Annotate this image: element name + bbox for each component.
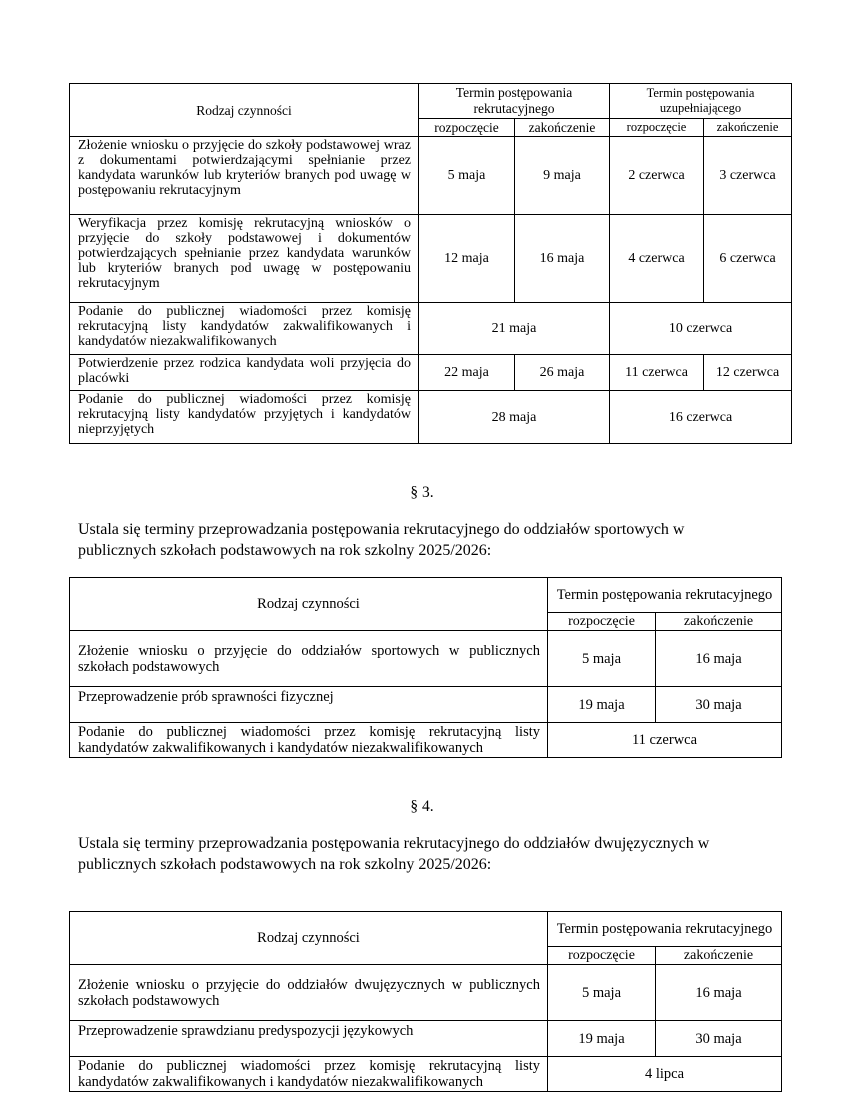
- table-row: [70, 631, 782, 687]
- header-supplementary-term: Termin postępowania uzupełniającego: [610, 84, 792, 119]
- intro-line: Ustala się terminy przeprowadzania postępowania rekrutacyjnego do oddziałów sportowych w: [78, 521, 685, 538]
- header-main-term: Termin postępowania rekrutacyjnego: [419, 84, 610, 119]
- date-cell: 4 lipca: [548, 1057, 782, 1092]
- activity-cell: Złożenie wniosku o przyjęcie do szkoły podstawowej wraz z dokumentami potwierdzającymi spełnianie przez kandydata warunków lub kryteriów branych pod uwagę w postępowaniu rekrutacyjnym: [70, 137, 419, 215]
- table-row: [70, 303, 792, 355]
- header-start: rozpoczęcie: [548, 947, 656, 965]
- activity-cell: Podanie do publicznej wiadomości przez komisję rekrutacyjną listy kandydatów zakwalifikowanych i kandydatów niezakwalifikowanych: [70, 303, 419, 355]
- header-activity: Rodzaj czynności: [70, 578, 548, 631]
- date-cell: 5 maja: [419, 137, 515, 215]
- activity-cell: Potwierdzenie przez rodzica kandydata woli przyjęcia do placówki: [70, 355, 419, 391]
- date-cell: 2 czerwca: [610, 137, 704, 215]
- date-cell: 19 maja: [548, 687, 656, 723]
- date-cell: 11 czerwca: [548, 723, 782, 758]
- header-main-term: Termin postępowania rekrutacyjnego: [548, 912, 782, 947]
- section-heading: § 3.: [410, 484, 434, 501]
- header-activity: Rodzaj czynności: [70, 84, 419, 137]
- date-cell: 11 czerwca: [610, 355, 704, 391]
- date-cell: 12 maja: [419, 215, 515, 303]
- header-end: zakończenie: [656, 613, 782, 631]
- table-row: [70, 723, 782, 758]
- schedule-table-primary: [69, 83, 792, 444]
- date-cell: 3 czerwca: [704, 137, 792, 215]
- table-row: [70, 215, 792, 303]
- intro-line: publicznych szkołach podstawowych na rok szkolny 2025/2026:: [78, 542, 492, 559]
- activity-cell: Podanie do publicznej wiadomości przez komisję rekrutacyjną listy kandydatów zakwalifikowanych i kandydatów niezakwalifikowanych: [70, 1057, 548, 1092]
- header-start: rozpoczęcie: [548, 613, 656, 631]
- table-row: [70, 965, 782, 1021]
- activity-cell: Przeprowadzenie prób sprawności fizycznej: [70, 687, 548, 723]
- table-row: [70, 1057, 782, 1092]
- table-row: [70, 1021, 782, 1057]
- date-cell: 16 maja: [515, 215, 610, 303]
- section-intro: [78, 519, 778, 561]
- activity-cell: Przeprowadzenie sprawdzianu predyspozycji językowych: [70, 1021, 548, 1057]
- section-intro: [78, 833, 778, 875]
- date-cell: 10 czerwca: [610, 303, 792, 355]
- date-cell: 5 maja: [548, 965, 656, 1021]
- date-cell: 22 maja: [419, 355, 515, 391]
- activity-cell: Weryfikacja przez komisję rekrutacyjną wniosków o przyjęcie do szkoły podstawowej i dokumentów potwierdzających spełnianie przez kandydata warunków lub kryteriów branych pod uwagę w postępowaniu rekrutacyjnym: [70, 215, 419, 303]
- schedule-table-bilingual: [69, 911, 782, 1092]
- table-row: [70, 355, 792, 391]
- date-cell: 30 maja: [656, 1021, 782, 1057]
- date-cell: 4 czerwca: [610, 215, 704, 303]
- date-cell: 9 maja: [515, 137, 610, 215]
- activity-cell: Podanie do publicznej wiadomości przez komisję rekrutacyjną listy kandydatów zakwalifikowanych i kandydatów niezakwalifikowanych: [70, 723, 548, 758]
- activity-cell: Złożenie wniosku o przyjęcie do oddziałów sportowych w publicznych szkołach podstawowych: [70, 631, 548, 687]
- header-main-end: zakończenie: [515, 119, 610, 137]
- table-row: [70, 687, 782, 723]
- date-cell: 5 maja: [548, 631, 656, 687]
- activity-cell: Podanie do publicznej wiadomości przez komisję rekrutacyjną listy kandydatów przyjętych i kandydatów nieprzyjętych: [70, 391, 419, 444]
- date-cell: 6 czerwca: [704, 215, 792, 303]
- date-cell: 30 maja: [656, 687, 782, 723]
- date-cell: 12 czerwca: [704, 355, 792, 391]
- table-row: [70, 391, 792, 444]
- table-row: [70, 137, 792, 215]
- header-main-term: Termin postępowania rekrutacyjnego: [548, 578, 782, 613]
- date-cell: 28 maja: [419, 391, 610, 444]
- header-supp-end: zakończenie: [704, 119, 792, 137]
- header-end: zakończenie: [656, 947, 782, 965]
- date-cell: 16 maja: [656, 631, 782, 687]
- schedule-table-sport: [69, 577, 782, 758]
- intro-line: publicznych szkołach podstawowych na rok szkolny 2025/2026:: [78, 856, 492, 873]
- date-cell: 26 maja: [515, 355, 610, 391]
- date-cell: 19 maja: [548, 1021, 656, 1057]
- date-cell: 21 maja: [419, 303, 610, 355]
- date-cell: 16 czerwca: [610, 391, 792, 444]
- header-main-start: rozpoczęcie: [419, 119, 515, 137]
- date-cell: 16 maja: [656, 965, 782, 1021]
- activity-cell: Złożenie wniosku o przyjęcie do oddziałów dwujęzycznych w publicznych szkołach podstawowych: [70, 965, 548, 1021]
- intro-line: Ustala się terminy przeprowadzania postępowania rekrutacyjnego do oddziałów dwujęzycznych w: [78, 835, 710, 852]
- header-activity: Rodzaj czynności: [70, 912, 548, 965]
- header-supp-start: rozpoczęcie: [610, 119, 704, 137]
- section-heading: § 4.: [410, 798, 434, 815]
